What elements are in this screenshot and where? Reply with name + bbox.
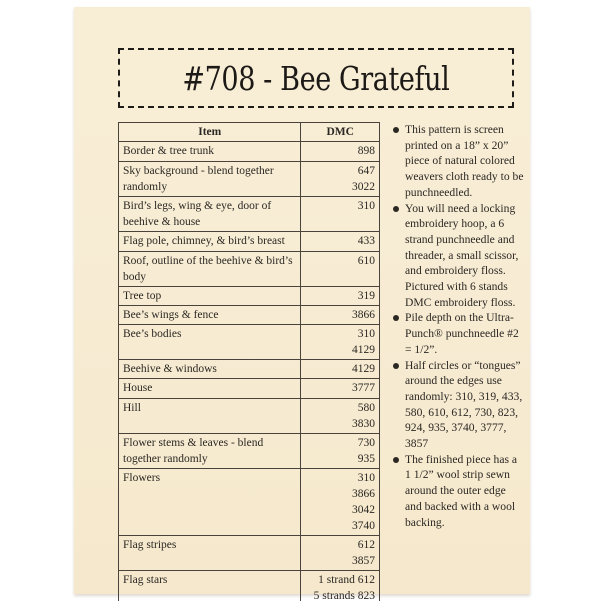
item-cell: Flag stars bbox=[119, 571, 301, 601]
dmc-cell bbox=[301, 469, 380, 536]
dmc-code: 898 bbox=[357, 145, 375, 157]
dmc-color-table bbox=[118, 122, 380, 601]
bullet-icon bbox=[393, 315, 399, 321]
dmc-cell bbox=[301, 306, 380, 325]
dmc-code: 310 bbox=[357, 328, 375, 340]
dmc-code: 433 bbox=[357, 235, 375, 247]
item-cell: Flag stripes bbox=[119, 536, 301, 571]
note-item bbox=[393, 358, 525, 452]
bullet-icon bbox=[393, 363, 399, 369]
bullet-icon bbox=[393, 206, 399, 212]
table-row bbox=[119, 379, 380, 399]
dmc-code: 612 bbox=[357, 539, 375, 551]
note-text: The finished piece has a 1 1/2” wool strip sewn around the outer edge and backed with a wool backing. bbox=[405, 452, 518, 529]
dmc-code: 4129 bbox=[352, 363, 375, 375]
dmc-cell bbox=[301, 360, 380, 379]
dmc-cell bbox=[301, 287, 380, 306]
dmc-code: 580 bbox=[357, 402, 375, 414]
item-cell: Flower stems & leaves - blend together randomly bbox=[119, 434, 301, 469]
dmc-cell bbox=[301, 571, 380, 601]
table-row bbox=[119, 536, 380, 571]
note-item bbox=[393, 122, 525, 201]
item-cell: Flag pole, chimney, & bird’s breast bbox=[119, 232, 301, 252]
table-row bbox=[119, 571, 380, 601]
table-row bbox=[119, 360, 380, 379]
note-item bbox=[393, 310, 525, 357]
table-row bbox=[119, 197, 380, 232]
note-text: You will need a locking embroidery hoop, a 6 strand punchneedle and threader, a small scissor, and embroidery floss. Pictured with 6 stands DMC embroidery floss. bbox=[405, 201, 519, 309]
table-row bbox=[119, 232, 380, 252]
dmc-cell bbox=[301, 399, 380, 434]
item-cell: Border & tree trunk bbox=[119, 142, 301, 162]
dmc-code: 4129 bbox=[352, 344, 375, 356]
note-text: Pile depth on the Ultra-Punch® punchneedle #2 = 1/2”. bbox=[405, 311, 519, 356]
dmc-code: 310 bbox=[357, 472, 375, 484]
note-text: Half circles or “tongues” around the edges use randomly: 310, 319, 433, 580, 610, 612, 730, 823, 924, 935, 3740, 3777, 3857 bbox=[405, 358, 523, 451]
title-dashed-box bbox=[118, 48, 514, 108]
column-header-item: Item bbox=[119, 123, 301, 142]
dmc-code: 3740 bbox=[352, 520, 375, 532]
dmc-code: 647 bbox=[357, 165, 375, 177]
item-cell: Bee’s bodies bbox=[119, 325, 301, 360]
item-cell: Bird’s legs, wing & eye, door of beehive & house bbox=[119, 197, 301, 232]
dmc-code: 3866 bbox=[352, 488, 375, 500]
dmc-cell bbox=[301, 325, 380, 360]
table-row bbox=[119, 287, 380, 306]
dmc-cell bbox=[301, 197, 380, 232]
item-cell: Sky background - blend together randomly bbox=[119, 162, 301, 197]
dmc-cell bbox=[301, 162, 380, 197]
table-row bbox=[119, 142, 380, 162]
dmc-code: 610 bbox=[357, 255, 375, 267]
dmc-code: 3857 bbox=[352, 555, 375, 567]
table-row bbox=[119, 325, 380, 360]
bullet-icon bbox=[393, 457, 399, 463]
dmc-code: 3022 bbox=[352, 181, 375, 193]
dmc-code: 3866 bbox=[352, 309, 375, 321]
table-header-row bbox=[119, 123, 380, 142]
item-cell: House bbox=[119, 379, 301, 399]
item-cell: Roof, outline of the beehive & bird’s body bbox=[119, 252, 301, 287]
item-cell: Bee’s wings & fence bbox=[119, 306, 301, 325]
dmc-cell bbox=[301, 232, 380, 252]
table-row bbox=[119, 162, 380, 197]
dmc-cell bbox=[301, 536, 380, 571]
note-item bbox=[393, 452, 525, 531]
dmc-code: 5 strands 823 bbox=[313, 590, 375, 601]
dmc-code: 1 strand 612 bbox=[318, 574, 375, 586]
column-header-dmc: DMC bbox=[301, 123, 380, 142]
dmc-code: 310 bbox=[357, 200, 375, 212]
dmc-code: 935 bbox=[357, 453, 375, 465]
bullet-icon bbox=[393, 127, 399, 133]
page-title: #708 - Bee Grateful bbox=[182, 58, 450, 98]
dmc-cell bbox=[301, 434, 380, 469]
dmc-code: 3777 bbox=[352, 382, 375, 394]
pattern-notes-list bbox=[393, 122, 525, 530]
dmc-code: 319 bbox=[357, 290, 375, 302]
item-cell: Flowers bbox=[119, 469, 301, 536]
table-body bbox=[119, 142, 380, 601]
table-row bbox=[119, 434, 380, 469]
dmc-cell bbox=[301, 252, 380, 287]
dmc-code: 3042 bbox=[352, 504, 375, 516]
dmc-cell bbox=[301, 379, 380, 399]
dmc-code: 730 bbox=[357, 437, 375, 449]
table-row bbox=[119, 252, 380, 287]
table-row bbox=[119, 469, 380, 536]
item-cell: Tree top bbox=[119, 287, 301, 306]
note-item bbox=[393, 201, 525, 311]
item-cell: Hill bbox=[119, 399, 301, 434]
dmc-cell bbox=[301, 142, 380, 162]
item-cell: Beehive & windows bbox=[119, 360, 301, 379]
table-row bbox=[119, 399, 380, 434]
dmc-code: 3830 bbox=[352, 418, 375, 430]
table-row bbox=[119, 306, 380, 325]
note-text: This pattern is screen printed on a 18” x 20” piece of natural colored weavers cloth ready to be punchneedled. bbox=[405, 123, 524, 199]
